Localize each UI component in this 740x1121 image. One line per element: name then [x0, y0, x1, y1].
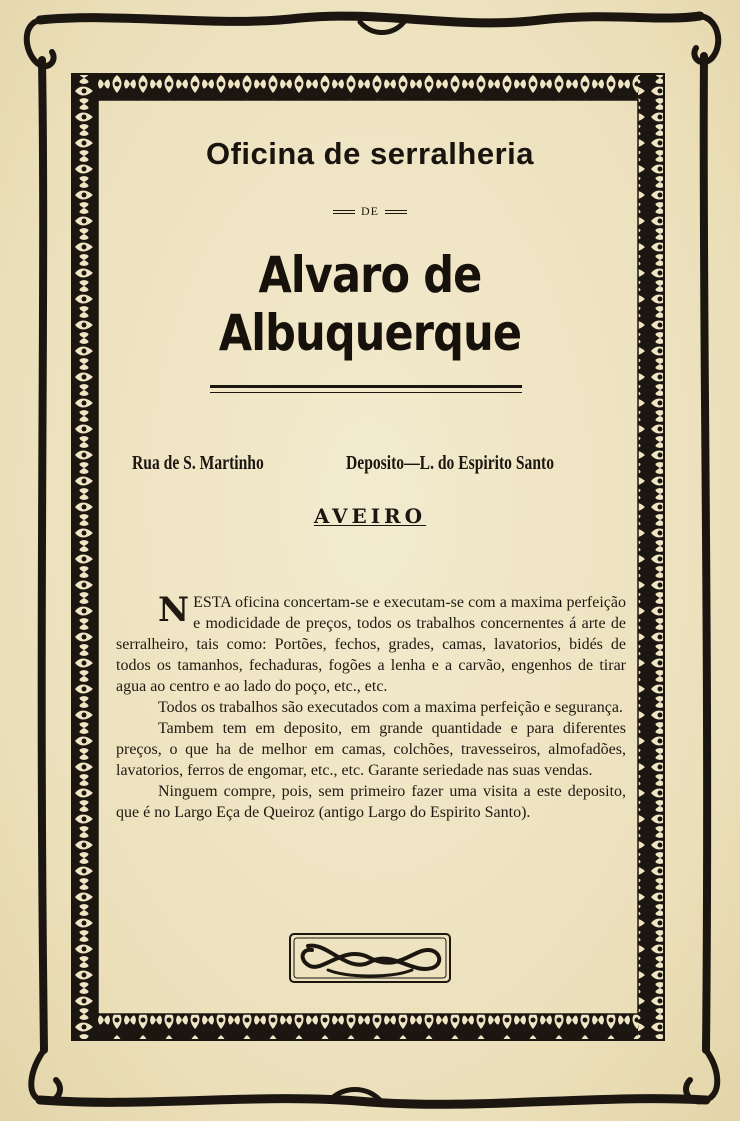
- divider-thin: [210, 392, 522, 393]
- connector-text: DE: [361, 204, 379, 218]
- drop-cap: N: [158, 590, 190, 630]
- deposit-address: Deposito—L. do Espirito Santo: [346, 452, 555, 474]
- page-title: Oficina de serralheria: [205, 136, 535, 171]
- paragraph-1-text: ESTA oficina concertam-se e executam-se com a maxima perfeição e modicidade de preços, todos os trabalhos concernentes á arte de serralheiro, tais como: Portões, fechos, grades, camas, lavatorios, bidés de todos os tamanhos, fechaduras, fogões a lenha e a carvão, engenhos de tirar agua ao centro e ao lado do poço, etc., etc.: [116, 594, 626, 695]
- advert-content: [108, 100, 632, 1010]
- connector-line: [108, 204, 632, 219]
- dash-left: [333, 210, 355, 214]
- paragraph-4: Ninguem compre, pois, sem primeiro fazer uma visita a este deposito, que é no Largo Eça de Queiroz (antigo Largo do Espirito Santo).: [116, 783, 626, 821]
- dash-right: [385, 210, 407, 214]
- body-text: [116, 592, 626, 823]
- knot-ornament-icon: [288, 932, 452, 984]
- paragraph-2: Todos os trabalhos são executados com a maxima perfeição e segurança.: [158, 699, 623, 716]
- paragraph-1: [116, 592, 626, 697]
- city-name: AVEIRO: [313, 504, 427, 528]
- paragraph-3: Tambem tem em deposito, em grande quantidade e para diferentes preços, o que ha de melhor em camas, colchões, travesseiros, almofadões, lavatorios, ferros de engomar, etc., etc. Garante seriedade nas suas vendas.: [116, 720, 626, 779]
- owner-name: Alvaro de Albuquerque: [218, 246, 522, 362]
- divider-thick: [210, 385, 522, 388]
- street-address: Rua de S. Martinho: [132, 452, 264, 474]
